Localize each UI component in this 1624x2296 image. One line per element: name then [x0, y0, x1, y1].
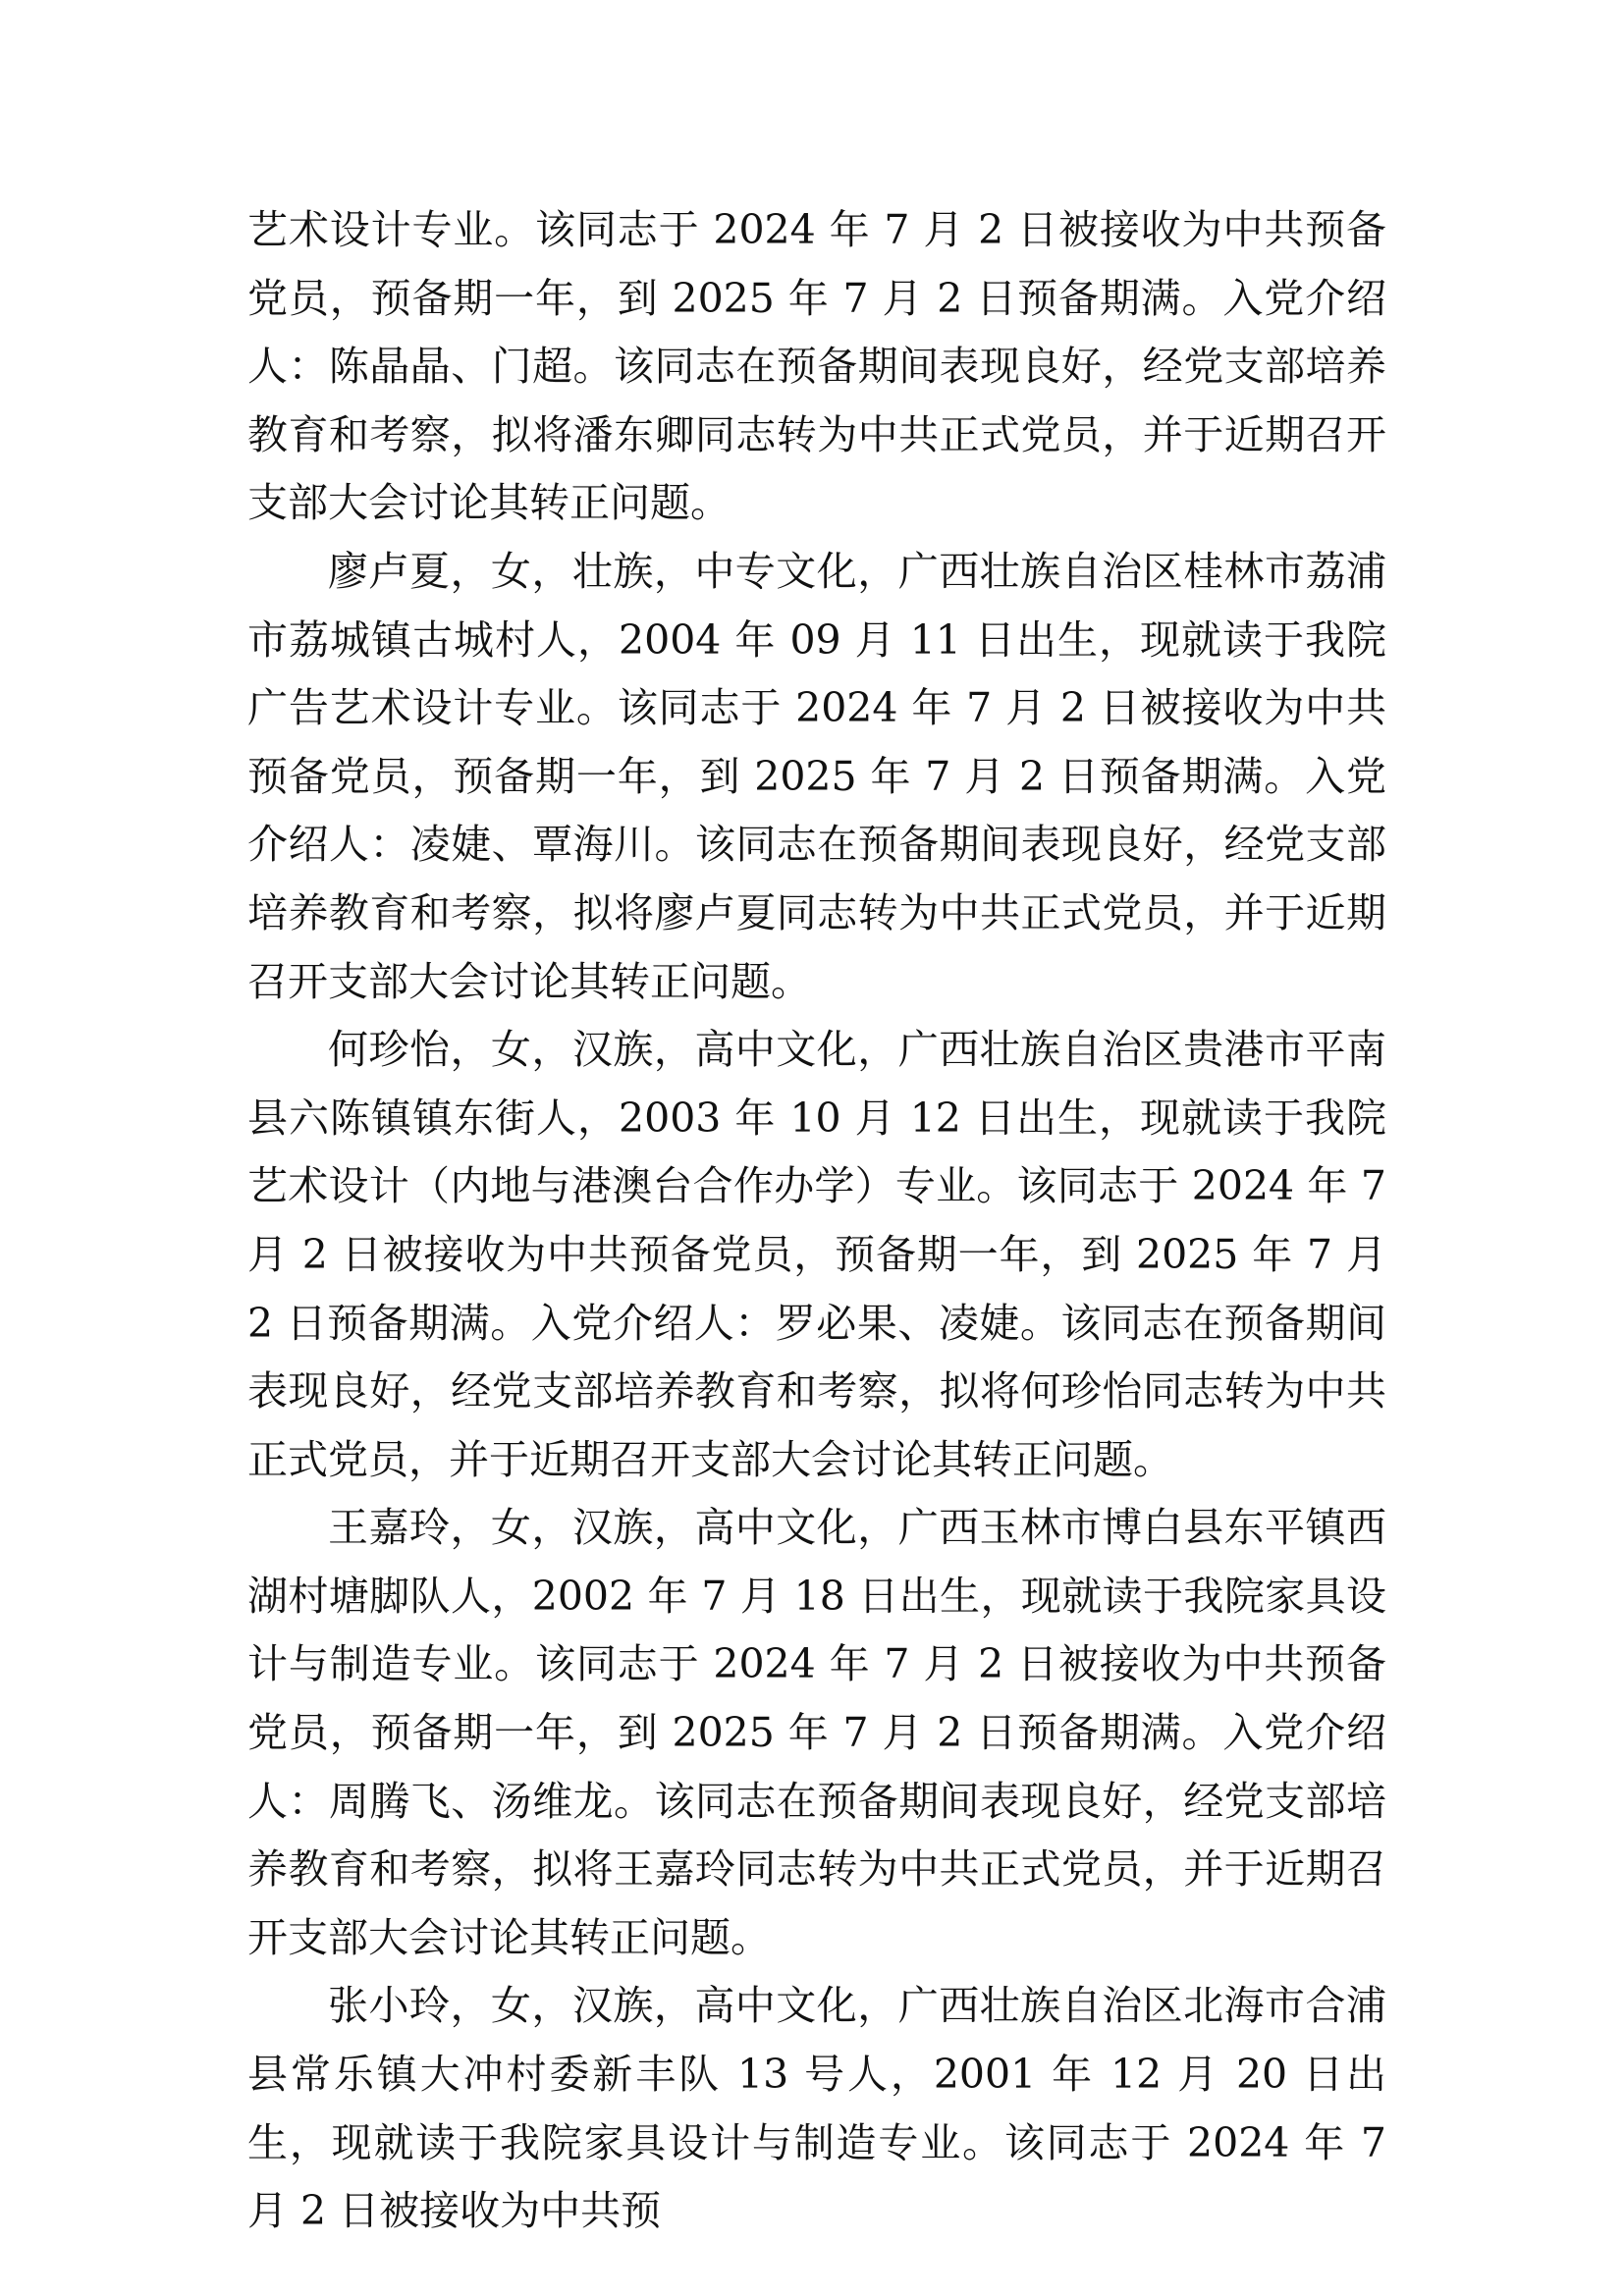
paragraph-liao-luxia: 廖卢夏，女，壮族，中专文化，广西壮族自治区桂林市荔浦市荔城镇古城村人，2004 年 09 月 11 日出生，现就读于我院广告艺术设计专业。该同志于 2024 年 7 月 2 日被接收为中共预备党员，预备期一年，到 2025 年 7 月 2 日预备期满。入党介绍人：凌婕、覃海川。该同志在预备期间表现良好，经党支部培养教育和考察，拟将廖卢夏同志转为中共正式党员，并于近期召开支部大会讨论其转正问题。	[247, 547, 1386, 1005]
document-page	[247, 196, 1386, 2246]
paragraph-he-zhenyi: 何珍怡，女，汉族，高中文化，广西壮族自治区贵港市平南县六陈镇镇东街人，2003 年 10 月 12 日出生，现就读于我院艺术设计（内地与港澳台合作办学）专业。该同志于 2024 年 7 月 2 日被接收为中共预备党员，预备期一年，到 2025 年 7 月 2 日预备期满。入党介绍人：罗必果、凌婕。该同志在预备期间表现良好，经党支部培养教育和考察，拟将何珍怡同志转为中共正式党员，并于近期召开支部大会讨论其转正问题。	[247, 1026, 1386, 1483]
paragraph-zhang-xiaoling: 张小玲，女，汉族，高中文化，广西壮族自治区北海市合浦县常乐镇大冲村委新丰队 13 号人，2001 年 12 月 20 日出生，现就读于我院家具设计与制造专业。该同志于 2024 年 7 月 2 日被接收为中共预	[247, 1982, 1386, 2235]
paragraph-wang-jialing: 王嘉玲，女，汉族，高中文化，广西玉林市博白县东平镇西湖村塘脚队人，2002 年 7 月 18 日出生，现就读于我院家具设计与制造专业。该同志于 2024 年 7 月 2 日被接收为中共预备党员，预备期一年，到 2025 年 7 月 2 日预备期满。入党介绍人：周腾飞、汤维龙。该同志在预备期间表现良好，经党支部培养教育和考察，拟将王嘉玲同志转为中共正式党员，并于近期召开支部大会讨论其转正问题。	[247, 1504, 1386, 1961]
paragraph-pan-dongqing-continued: 艺术设计专业。该同志于 2024 年 7 月 2 日被接收为中共预备党员，预备期一年，到 2025 年 7 月 2 日预备期满。入党介绍人：陈晶晶、门超。该同志在预备期间表现良好，经党支部培养教育和考察，拟将潘东卿同志转为中共正式党员，并于近期召开支部大会讨论其转正问题。	[247, 206, 1386, 527]
